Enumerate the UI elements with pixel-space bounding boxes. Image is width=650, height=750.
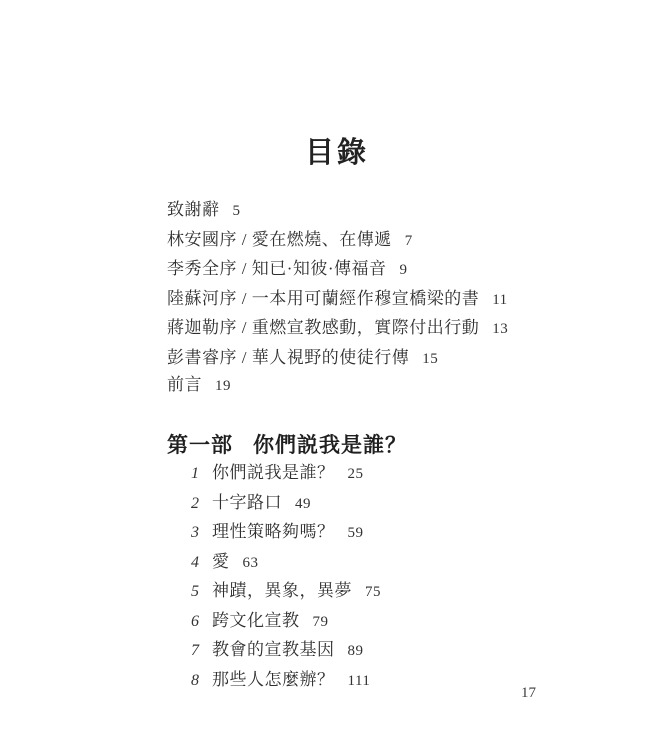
chapter-number: 7	[191, 642, 200, 659]
entry-page-number: 11	[492, 291, 508, 308]
entry-page-number: 9	[399, 262, 408, 278]
chapter-entry	[191, 548, 381, 578]
chapter-title: 跨文化宣教	[212, 610, 300, 630]
chapter-entry	[191, 607, 381, 637]
toc-entry	[167, 226, 508, 256]
entry-label: 彭書睿序 / 華人視野的使徒行傳	[167, 347, 410, 367]
part-title: 你們説我是誰？	[253, 433, 407, 457]
entry-label: 前言	[167, 375, 202, 394]
entry-label: 林安國序 / 愛在燃燒、在傳遞	[167, 229, 392, 249]
chapter-entry	[191, 459, 381, 489]
page-title: 目錄	[305, 137, 370, 169]
chapter-entry	[191, 636, 381, 666]
toc-entry	[167, 255, 508, 285]
entry-label: 李秀全序 / 知已·知彼·傳福音	[167, 259, 387, 278]
entry-page-number: 25	[347, 466, 364, 482]
folio-page-number: 17	[521, 685, 536, 701]
entry-page-number: 111	[347, 672, 371, 689]
entry-label: 蔣迦勒序 / 重燃宣教感動，實際付出行動	[167, 318, 480, 337]
chapter-entry	[191, 577, 381, 607]
entry-page-number: 75	[365, 584, 381, 600]
toc-entry	[167, 196, 508, 226]
chapter-title: 教會的宣教基因	[212, 640, 335, 659]
entry-page-number: 79	[312, 613, 329, 630]
chapter-title: 那些人怎麼辦？	[212, 669, 335, 689]
entry-page-number: 13	[492, 321, 509, 337]
chapter-title: 神蹟，異象，異夢	[212, 581, 352, 600]
part-label: 第一部	[167, 433, 233, 457]
toc-entry	[167, 285, 508, 315]
chapter-number: 6	[191, 612, 200, 630]
entry-page-number: 5	[232, 203, 241, 219]
chapter-title: 愛	[212, 551, 230, 571]
chapter-number: 4	[191, 553, 200, 571]
chapter-title: 十字路口	[212, 492, 282, 512]
toc-entry	[167, 314, 508, 344]
entry-page-number: 59	[347, 525, 364, 541]
entry-page-number: 49	[295, 495, 311, 512]
chapter-entry	[191, 666, 381, 696]
chapter-number: 8	[191, 671, 200, 689]
chapter-title: 你們説我是誰？	[212, 463, 335, 482]
toc-entry	[167, 344, 508, 374]
chapter-number: 1	[191, 465, 200, 482]
chapter-title: 理性策略夠嗎？	[212, 522, 335, 541]
chapter-number: 5	[191, 583, 200, 600]
chapter-number: 2	[191, 494, 200, 512]
entry-label: 致謝辭	[167, 200, 220, 219]
entry-page-number: 15	[422, 350, 439, 367]
entry-page-number: 63	[242, 554, 259, 571]
front-matter-list	[167, 196, 508, 373]
entry-page-number: 19	[215, 378, 231, 394]
part-one-header	[167, 429, 407, 459]
chapter-entry	[191, 489, 381, 519]
chapter-number: 3	[191, 524, 200, 541]
entry-label: 陸蘇河序 / 一本用可蘭經作穆宣橋梁的書	[167, 288, 480, 308]
preface-entry	[167, 371, 231, 401]
chapter-entry	[191, 518, 381, 548]
entry-page-number: 89	[347, 643, 364, 659]
chapter-list	[191, 459, 381, 695]
entry-page-number: 7	[404, 232, 413, 249]
